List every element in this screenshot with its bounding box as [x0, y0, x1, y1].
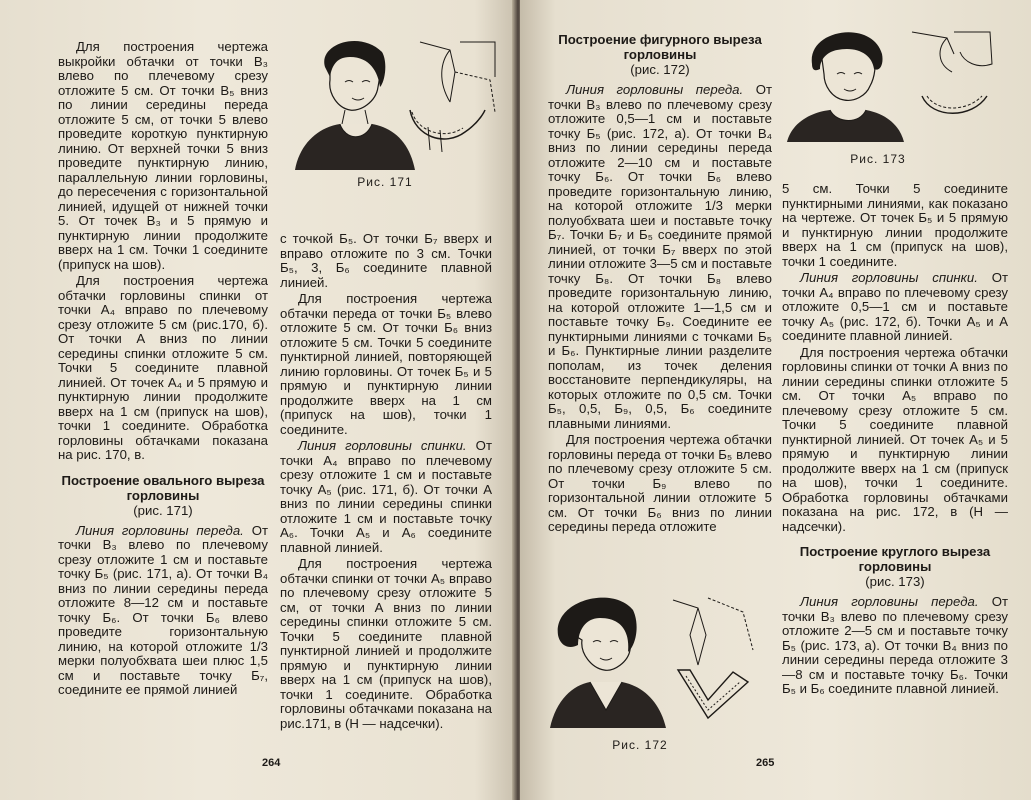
- right-page: [520, 0, 1031, 800]
- neckline-sketch-icon: [290, 32, 500, 172]
- paragraph: Для построения чертежа обтачки переда от точки Б₅ влево отложите 5 см. От точки Б₆ вниз отложите 5 см. Точки 5 соедините пунктирной линией, повторяющей линию горловины. От точек Б₅ и 5 прямую и пунктирную линии продолжите вверх на 1 см (припуск на шов), точки 1 соедините.: [280, 291, 492, 437]
- right-column-2: [782, 182, 1008, 697]
- figure-172-caption: Рис. 172: [612, 738, 668, 752]
- left-column-1: [58, 40, 268, 698]
- left-column-2: [280, 232, 492, 731]
- paragraph: Для построения чертежа обтачки спинки от точки А₅ вправо по плечевому срезу отложите 5 см, от точки А вниз по линии середины спинки отложите 5 см. Точки 5 соедините плавной пунктирной линией и продолжите прямую и пунктирную линии вверх на 1 см (припуск на шов), точки 1 соедините. Обработка горловины обтачками показана на рис.171, в (Н — надсечки).: [280, 556, 492, 731]
- neckline-sketch-icon: [782, 24, 1002, 144]
- figure-171-illustration: [290, 32, 500, 172]
- paragraph: Линия горловины переда. От точки В₃ влево по плечевому срезу отложите 2—5 см и поставьте точку Б₅ (рис. 173, а). От точки В₄ вниз по линии середины переда отложите 3—8 см и поставьте точку Б₆. Точки Б₅ и Б₆ соедините плавной линией.: [782, 594, 1008, 696]
- figure-173-illustration: [782, 24, 1002, 144]
- paragraph: Линия горловины переда. От точки В₃ влево по плечевому срезу отложите 1 см и поставьте точку Б₅ (рис. 171, а). От точки В₄ вниз по линии середины переда отложите 8—12 см и поставьте точку Б₆. От точки Б₆ влево проведите горизонтальную линию, на которой отложите 1/3 мерки полуобхвата шеи плюс 1,5 см и поставьте точку Б₇, соедините ее прямой линией: [58, 522, 268, 697]
- right-column-1: [548, 32, 772, 535]
- paragraph: Для построения чертежа обтачки горловины переда от точки Б₅ влево по плечевому срезу отложите 5 см. От точки Б₉ влево по горизонтальной линии отложите 5 см. От точки Б₆ вниз по линии середины переда отложите: [548, 432, 772, 534]
- paragraph: Линия горловины переда. От точки В₃ влево по плечевому срезу отложите 0,5—1 см и поставьте точку Б₅ (рис. 172, а). От точки В₄ вниз по линии середины переда отложите 2—10 см и поставьте точку Б₆. От точки Б₆ влево проведите горизонтальную линию, на которой отложите 1/3 мерки полуобхвата шеи и поставьте точку Б₇. Точки Б₇ и Б₅ соедините прямой линией, от точки Б₇ вверх по этой линии отложите 3—5 см и поставьте точку Б₈. От точки Б₈ влево проведите горизонтальную линию, на которой отложите 1—1,5 см и поставьте точку Б₉. Соедините ее пунктирными линиями с точками Б₅ и Б₆. Пунктирные линии разделите пополам, из точек деления восстановите перпендикуляры, на которых отложите по 0,5 см. Точки Б₅, 0,5, Б₉, 0,5, Б₆ соедините плавными линиями.: [548, 82, 773, 431]
- paragraph: Линия горловины спинки. От точки А₄ вправо по плечевому срезу отложите 1 см и поставьте точку А₅ (рис. 171, б). От точки А вниз по линии середины спинки отложите 1 см и поставьте точку А₆. Точки А₅ и А₆ соедините плавной линией.: [280, 438, 492, 555]
- figure-173-caption: Рис. 173: [850, 152, 906, 166]
- section-heading: Построение круглого выреза горловины (рис. 173): [799, 544, 991, 589]
- page-number: 264: [262, 757, 281, 769]
- paragraph: с точкой Б₅. От точки Б₇ вверх и вправо отложите по 3 см. Точки Б₅, 3, Б₆ соедините плавной линией.: [280, 231, 492, 290]
- neckline-sketch-icon: [548, 590, 768, 730]
- section-heading: Построение овального выреза горловины (рис. 171): [61, 472, 265, 518]
- figure-171-caption: Рис. 171: [357, 175, 413, 189]
- figure-172-illustration: [548, 590, 768, 730]
- paragraph: Для построения чертежа обтачки горловины спинки от точки А₄ вправо по плечевому срезу отложите 5 см (рис.170, б). От точки А вниз по линии середины спинки отложите 5 см. Точки 5 соедините плавной линией. От точек А₄ и 5 прямую и пунктирную линии продолжите вверх на 1 см (припуск на шов), точки 1 соедините. Обработка горловины обтачками показана на рис. 170, в.: [58, 273, 268, 462]
- paragraph: Линия горловины спинки. От точки А₄ вправо по плечевому срезу отложите 0,5—1 см и поставьте точку А₅ (рис. 172, б). Точки А₅ и А соедините плавной линией.: [782, 270, 1008, 343]
- page-number: 265: [756, 757, 775, 769]
- paragraph: Для построения чертежа выкройки обтачки от точки В₃ влево по плечевому срезу отложите 5 см. От точки В₅ вниз по линии середины переда отложите 5 см, от точки 5 влево проведите короткую пунктирную линию. От верхней точки 5 вниз проведите пунктирную линию, параллельную линии горловины, до пересечения с горизонтальной линией, идущей от нижней точки 5. От точек В₃ и 5 прямую и пунктирную линии продолжите вверх на 1 см. Точки 1 соедините (припуск на шов).: [58, 39, 268, 272]
- paragraph: 5 см. Точки 5 соедините пунктирными линиями, как показано на чертеже. От точек Б₅ и 5 прямую и пунктирную линии продолжите вверх на 1 см (припуск на шов), точки 1 соедините.: [782, 181, 1008, 269]
- paragraph: Для построения чертежа обтачки горловины спинки от точки А вниз по линии середины спинки отложите 5 см. От точки А₅ вправо по плечевому срезу отложите 5 см. Точки 5 соедините плавной пунктирной линией. От точек А₅ и 5 прямую и пунктирную линии продолжите вверх на 1 см (припуск на шов), точки 1 соедините. Обработка горловины обтачками показана на рис. 172, в (Н — надсечки).: [782, 344, 1008, 534]
- section-heading: Построение фигурного выреза горловины (рис. 172): [558, 32, 762, 77]
